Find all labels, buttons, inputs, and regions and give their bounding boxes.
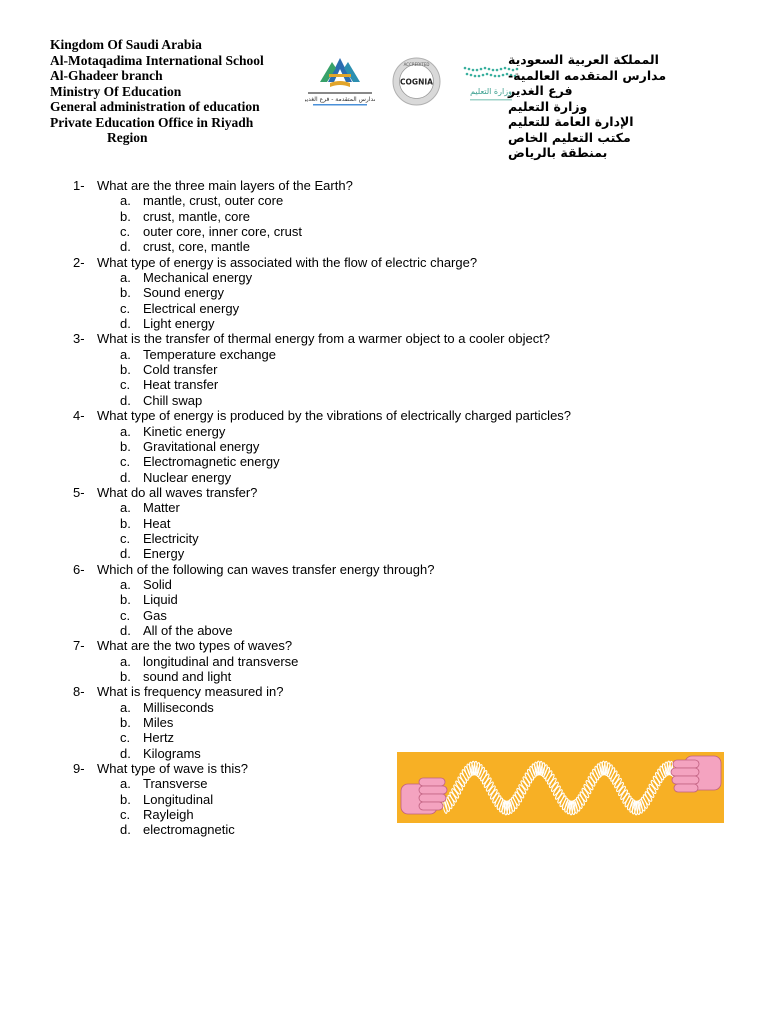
option-letter: a. (120, 699, 131, 715)
option-text: Gravitational energy (143, 438, 260, 454)
option-text: Solid (143, 576, 172, 592)
answer-option (73, 500, 713, 515)
question-text: What type of energy is associated with the flow of electric charge? (97, 254, 478, 270)
answer-option (73, 654, 713, 669)
option-text: crust, core, mantle (143, 239, 250, 255)
question-5 (73, 485, 713, 500)
answer-option (73, 454, 713, 469)
answer-option (73, 301, 713, 316)
question-text: What type of wave is this? (97, 761, 249, 777)
option-letter: a. (120, 423, 131, 439)
answer-option (73, 623, 713, 638)
option-letter: c. (120, 607, 131, 623)
cognia-seal (392, 57, 441, 106)
question-list (73, 178, 713, 838)
header-line-school: Al-Motaqadima International School (50, 52, 264, 68)
option-text: Nuclear energy (143, 469, 232, 485)
option-text: Longitudinal (143, 791, 214, 807)
option-text: Temperature exchange (143, 346, 276, 362)
option-letter: d. (120, 469, 131, 485)
option-letter: a. (120, 193, 131, 209)
cognia-logo-text: COGNIA (400, 77, 433, 87)
option-letter: b. (120, 285, 131, 301)
option-letter: c. (120, 807, 131, 823)
option-text: All of the above (143, 622, 233, 638)
option-text: Hertz (143, 730, 175, 746)
answer-option (73, 470, 713, 485)
option-letter: d. (120, 392, 131, 408)
option-text: Energy (143, 546, 185, 562)
answer-option (73, 362, 713, 377)
option-letter: c. (120, 730, 131, 746)
option-text: Rayleigh (143, 807, 194, 823)
option-text: Liquid (143, 592, 178, 608)
answer-option (73, 546, 713, 561)
answer-option (73, 592, 713, 607)
answer-option (73, 224, 713, 239)
question-number: 2- (73, 254, 85, 270)
option-text: Miles (143, 715, 174, 731)
option-letter: d. (120, 822, 131, 838)
answer-option (73, 377, 713, 392)
option-letter: a. (120, 346, 131, 362)
option-letter: a. (120, 653, 131, 669)
option-text: sound and light (143, 669, 232, 684)
header-right-arabic (508, 52, 738, 161)
option-text: Matter (143, 500, 180, 516)
option-letter: a. (120, 776, 131, 792)
header-ar-ministry: وزارة التعليم (508, 98, 588, 114)
header-line-administration: General administration of education (50, 99, 260, 114)
question-text: What is frequency measured in? (97, 684, 284, 700)
option-text: Sound energy (143, 285, 224, 301)
answer-option (73, 822, 713, 837)
answer-option (73, 316, 713, 331)
option-text: outer core, inner core, crust (143, 224, 302, 240)
option-text: Heat transfer (143, 377, 219, 393)
ministry-logo-text: وزارة التعليم (470, 87, 512, 96)
header-ar-country: المملكة العربية السعودية (508, 52, 659, 67)
school-a-logo (305, 52, 375, 108)
answer-option (73, 424, 713, 439)
header-line-country: Kingdom Of Saudi Arabia (50, 37, 202, 52)
option-letter: b. (120, 715, 131, 731)
question-number: 1- (73, 178, 85, 193)
question-text: What type of energy is produced by the vibrations of electrically charged particles? (97, 408, 572, 424)
option-letter: d. (120, 622, 131, 638)
option-text: Light energy (143, 316, 215, 332)
header-ar-office: مكتب التعليم الخاص (508, 129, 631, 145)
header-line-ministry: Ministry Of Education (50, 83, 182, 99)
option-letter: b. (120, 669, 131, 684)
question-4 (73, 408, 713, 423)
option-letter: d. (120, 316, 131, 332)
answer-option (73, 239, 713, 254)
answer-option (73, 270, 713, 285)
question-number: 8- (73, 684, 85, 700)
question-text: What are the three main layers of the Earth? (97, 178, 353, 193)
question-8 (73, 684, 713, 699)
option-letter: a. (120, 576, 131, 592)
option-letter: b. (120, 438, 131, 454)
option-letter: b. (120, 592, 131, 608)
answer-option (73, 209, 713, 224)
header-line-region: Region (107, 130, 148, 145)
question-number: 5- (73, 484, 85, 500)
header-left-english (50, 37, 290, 146)
answer-option (73, 439, 713, 454)
option-letter: b. (120, 208, 131, 224)
option-letter: c. (120, 530, 131, 546)
answer-option (73, 669, 713, 684)
question-text: What do all waves transfer? (97, 484, 258, 500)
spring-wave-illustration (397, 752, 724, 823)
option-text: mantle, crust, outer core (143, 193, 284, 209)
option-text: Transverse (143, 776, 208, 792)
option-text: Electrical energy (143, 300, 240, 316)
question-number: 9- (73, 761, 85, 777)
answer-option (73, 193, 713, 208)
cognia-ring-text: ACCREDITED (403, 62, 430, 67)
header-ar-school: مدارس المتقدمه العالمية- (508, 67, 667, 83)
option-text: Kilograms (143, 745, 201, 761)
option-text: Kinetic energy (143, 423, 226, 439)
answer-option (73, 730, 713, 745)
option-letter: b. (120, 791, 131, 807)
option-text: Heat (143, 515, 171, 531)
option-text: Gas (143, 607, 167, 623)
header-ar-region: بمنطقة بالرياض (508, 145, 608, 160)
question-2 (73, 255, 713, 270)
question-text: What are the two types of waves? (97, 638, 293, 654)
answer-option (73, 577, 713, 592)
option-letter: b. (120, 515, 131, 531)
option-letter: c. (120, 454, 131, 470)
header-ar-branch: فرع الغدير (508, 83, 573, 98)
answer-option (73, 700, 713, 715)
option-letter: d. (120, 546, 131, 562)
question-number: 3- (73, 331, 85, 347)
question-text: What is the transfer of thermal energy from a warmer object to a cooler object? (97, 331, 551, 347)
answer-option (73, 531, 713, 546)
header-line-office: Private Education Office in Riyadh (50, 114, 254, 130)
question-1 (73, 178, 713, 193)
answer-option (73, 285, 713, 300)
answer-option (73, 347, 713, 362)
answer-option (73, 608, 713, 623)
option-letter: c. (120, 377, 131, 393)
option-text: Cold transfer (143, 362, 218, 378)
header-ar-administration: الإدارة العامة للتعليم (508, 114, 634, 129)
answer-option (73, 393, 713, 408)
option-text: electromagnetic (143, 822, 235, 838)
school-logo-caption: مدارس المتقدمة - فرع الغدير (305, 96, 375, 103)
option-text: Milliseconds (143, 699, 214, 715)
question-6 (73, 562, 713, 577)
question-number: 7- (73, 638, 85, 654)
answer-option (73, 715, 713, 730)
option-text: Mechanical energy (143, 270, 253, 286)
question-7 (73, 638, 713, 653)
left-hand-icon (401, 778, 447, 814)
question-number: 4- (73, 408, 85, 424)
option-letter: b. (120, 362, 131, 378)
right-hand-icon (671, 756, 721, 792)
option-text: Electromagnetic energy (143, 454, 280, 470)
option-letter: a. (120, 500, 131, 516)
option-text: Electricity (143, 530, 199, 546)
question-number: 6- (73, 561, 85, 577)
option-text: longitudinal and transverse (143, 653, 299, 669)
header-line-branch: Al-Ghadeer branch (50, 68, 163, 83)
question-text: Which of the following can waves transfer energy through? (97, 561, 435, 577)
option-letter: d. (120, 239, 131, 255)
question-3 (73, 331, 713, 346)
answer-option (73, 516, 713, 531)
option-letter: d. (120, 745, 131, 761)
option-letter: c. (120, 224, 131, 240)
option-text: crust, mantle, core (143, 208, 250, 224)
option-letter: c. (120, 300, 131, 316)
option-letter: a. (120, 270, 131, 286)
option-text: Chill swap (143, 392, 203, 408)
